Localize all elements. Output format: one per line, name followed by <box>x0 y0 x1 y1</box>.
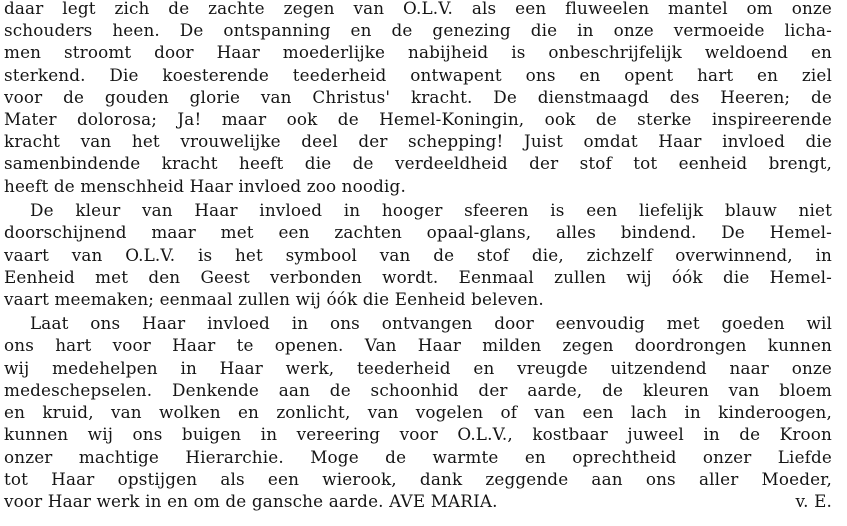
text-line: kracht van het vrouwelijke deel der schepping! Juist omdat Haar invloed die <box>4 131 832 151</box>
text-line: De kleur van Haar invloed in hooger sfeeren is een liefelijk blauw niet <box>30 200 832 220</box>
text-line: daar legt zich de zachte zegen van O.L.V. als een fluweelen mantel om onze <box>4 0 832 18</box>
text-line: schouders heen. De ontspanning en de genezing die in onze vermoeide licha- <box>4 20 832 40</box>
text-line: heeft de menschheid Haar invloed zoo noodig. <box>4 176 406 196</box>
text-line: samenbindende kracht heeft die de verdeeldheid der stof tot eenheid brengt, <box>4 153 832 173</box>
closing-line <box>4 490 832 512</box>
text-line: Eenheid met den Geest verbonden wordt. Eenmaal zullen wij óók die Hemel- <box>4 267 832 287</box>
text-line: ons hart voor Haar te openen. Van Haar milden zegen doordrongen kunnen <box>4 335 832 355</box>
text-line: Mater dolorosa; Ja! maar ook de Hemel-Koningin, ook de sterke inspireerende <box>4 109 832 129</box>
text-line: vaart van O.L.V. is het symbool van de stof die, zichzelf overwinnend, in <box>4 245 832 265</box>
text-line: voor Haar werk in en om de gansche aarde. AVE MARIA. <box>4 491 498 511</box>
text-line: onzer machtige Hierarchie. Moge de warmte en oprechtheid onzer Liefde <box>4 447 832 467</box>
text-line: vaart meemaken; eenmaal zullen wij óók die Eenheid beleven. <box>4 289 544 309</box>
text-line: kunnen wij ons buigen in vereering voor O.L.V., kostbaar juweel in de Kroon <box>4 424 832 444</box>
text-line: men stroomt door Haar moederlijke nabijheid is onbeschrijfelijk weldoend en <box>4 42 832 62</box>
author-signature: v. E. <box>795 491 832 511</box>
text-line: doorschijnend maar met een zachten opaal-glans, alles bindend. De Hemel- <box>4 222 832 242</box>
text-line: wij medehelpen in Haar werk, teederheid en vreugde uitzendend naar onze <box>4 358 832 378</box>
text-line: voor de gouden glorie van Christus' kracht. De dienstmaagd des Heeren; de <box>4 87 832 107</box>
text-line: sterkend. Die koesterende teederheid ontwapent ons en opent hart en ziel <box>4 65 832 85</box>
text-line: tot Haar opstijgen als een wierook, dank zeggende aan ons aller Moeder, <box>4 469 832 489</box>
text-line: Laat ons Haar invloed in ons ontvangen door eenvoudig met goeden wil <box>30 313 832 333</box>
text-line: medeschepselen. Denkende aan de schoonhid der aarde, de kleuren van bloem <box>4 380 832 400</box>
text-line: en kruid, van wolken en zonlicht, van vogelen of van een lach in kinderoogen, <box>4 402 832 422</box>
